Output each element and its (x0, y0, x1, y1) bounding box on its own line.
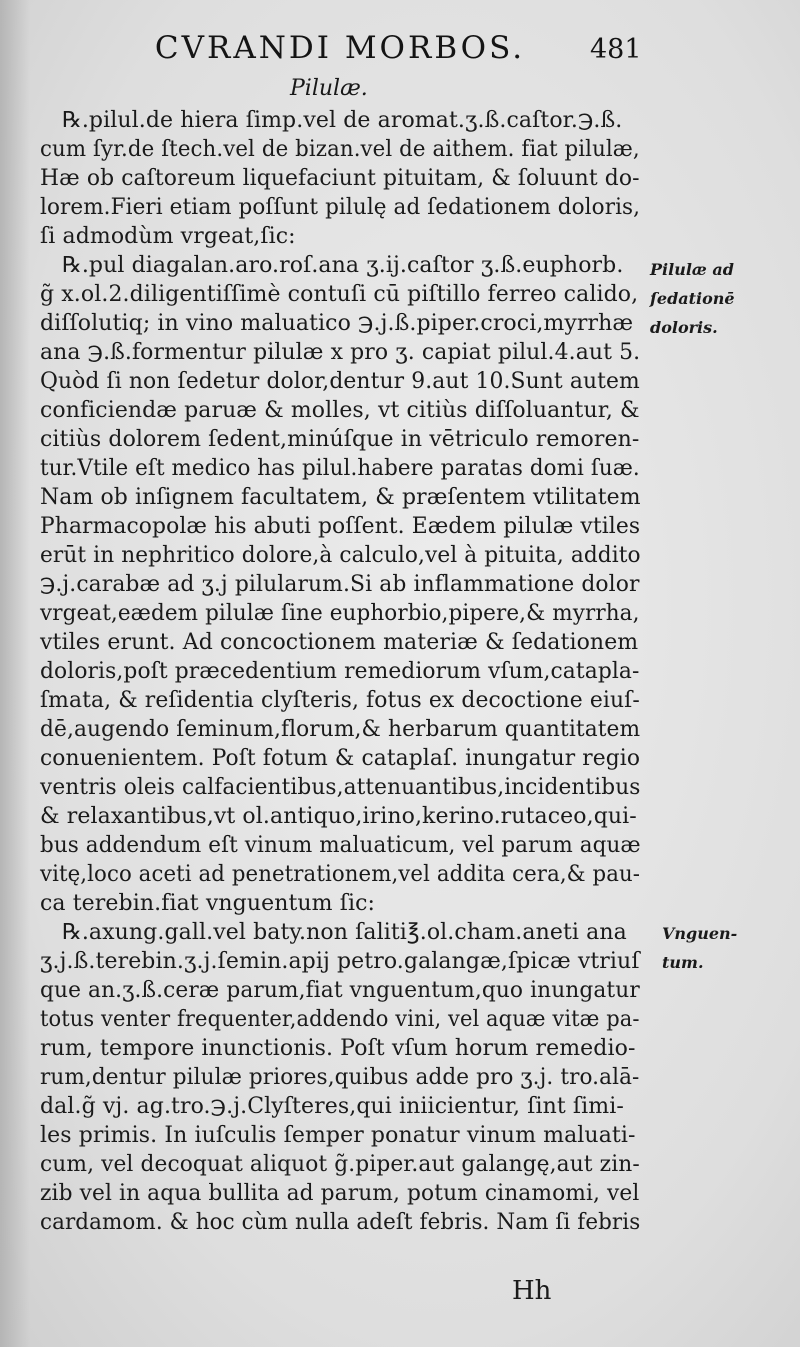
text-line: ℞.pul diagalan.aro.roſ.ana ʒ.ij.caſtor ʒ.ß.euphorb. (62, 253, 624, 278)
text-line: ℈.j.carabæ ad ʒ.j pilularum.Si ab inflammatione dolor (40, 572, 640, 597)
text-line: que an.ʒ.ß.ceræ parum,fiat vnguentum,quo inungatur (40, 978, 640, 1003)
text-line: vrgeat,eædem pilulæ ſine euphorbio,pipere,& myrrha, (40, 601, 640, 626)
section-title: Pilulæ. (290, 76, 368, 101)
text-line: ʒ.j.ß.terebin.ʒ.j.ſemin.apij petro.galangæ,ſpicæ vtriuſ (40, 949, 640, 974)
text-line: ventris oleis calfacientibus,attenuantibus,incidentibus (40, 775, 641, 800)
text-line: conuenientem. Poſt fotum & cataplaſ. inungatur regio (40, 746, 641, 771)
page-number: 481 (590, 34, 642, 65)
text-line: Hæ ob caſtoreum liquefaciunt pituitam, & ſoluunt do- (40, 166, 640, 191)
text-line: erūt in nephritico dolore,à calculo,vel à pituita, addito (40, 543, 641, 568)
text-line: Quòd ſi non ſedetur dolor,dentur 9.aut 10.Sunt autem (40, 369, 640, 394)
margin-note: ſedationē (650, 289, 735, 308)
text-line: dē,augendo ſeminum,florum,& herbarum quantitatem (40, 717, 641, 742)
margin-note: doloris. (650, 318, 718, 337)
text-line: ℞.pilul.de hiera ſimp.vel de aromat.ʒ.ß.caſtor.℈.ß. (62, 108, 623, 133)
text-line: & relaxantibus,vt ol.antiquo,irino,kerino.rutaceo,qui- (40, 804, 637, 829)
text-line: vtiles erunt. Ad concoctionem materiæ & ſedationem (40, 630, 639, 655)
text-line: cum, vel decoquat aliquot g̃.piper.aut galangę,aut zin- (40, 1152, 640, 1177)
text-line: g̃ x.ol.2.diligentiſſimè contuſi cū piſtillo ferreo calido, (40, 282, 639, 307)
text-line: Nam ob inſignem facultatem, & præſentem vtilitatem (40, 485, 641, 510)
text-line: bus addendum eſt vinum maluaticum, vel parum aquæ (40, 833, 641, 858)
text-line: Pharmacopolæ his abuti poſſent. Eædem pilulæ vtiles (40, 514, 641, 539)
signature-mark: Hh (512, 1276, 552, 1306)
text-line: rum, tempore inunctionis. Poſt vſum horum remedio- (40, 1036, 636, 1061)
text-line: diſſolutiq; in vino maluatico ℈.j.ß.piper.croci,myrrhæ (40, 311, 634, 336)
text-line: vitę,loco aceti ad penetrationem,vel addita cera,& pau- (40, 862, 641, 887)
margin-note: tum. (662, 953, 704, 972)
text-line: totus venter frequenter,addendo vini, vel aquæ vitæ pa- (40, 1007, 640, 1032)
text-line: ℞.axung.gall.vel baty.non ſaliti℥.ol.cham.aneti ana (62, 920, 627, 945)
text-line: rum,dentur pilulæ priores,quibus adde pro ʒ.j. tro.alā- (40, 1065, 640, 1090)
running-head: CVRANDI MORBOS. (154, 30, 526, 66)
text-line: conficiendæ paruæ & molles, vt citiùs diſſoluantur, & (40, 398, 640, 423)
margin-note: Vnguen- (662, 924, 738, 943)
text-line: citiùs dolorem ſedent,minúſque in vētriculo remoren- (40, 427, 640, 452)
text-line: cardamom. & hoc cùm nulla adeſt febris. Nam ſi febris (40, 1210, 641, 1235)
text-line: tur.Vtile eſt medico has pilul.habere paratas domi ſuæ. (40, 456, 640, 481)
text-line: les primis. In iuſculis ſemper ponatur vinum maluati- (40, 1123, 636, 1148)
text-line: lorem.Fieri etiam poſſunt pilulę ad ſedationem doloris, (40, 195, 641, 220)
text-line: ca terebin.fiat vnguentum ſic: (40, 891, 376, 916)
margin-note: Pilulæ ad (650, 260, 734, 279)
text-line: zib vel in aqua bullita ad parum, potum cinamomi, vel (40, 1181, 640, 1206)
text-line: ſi admodùm vrgeat,ſic: (40, 224, 296, 249)
text-line: ſmata, & reſidentia clyſteris, fotus ex decoctione eiuſ- (40, 688, 640, 713)
text-line: dal.g̃ vj. ag.tro.℈.j.Clyſteres,qui iniicientur, ſint ſimi- (40, 1094, 624, 1119)
text-line: ana ℈.ß.formentur pilulæ x pro ʒ. capiat pilul.4.aut 5. (40, 340, 641, 365)
text-line: doloris,poſt præcedentium remediorum vſum,catapla- (40, 659, 640, 684)
page-edge-shadow (0, 0, 30, 1347)
text-line: cum ſyr.de ſtech.vel de bizan.vel de aithem. fiat pilulæ, (40, 137, 640, 162)
